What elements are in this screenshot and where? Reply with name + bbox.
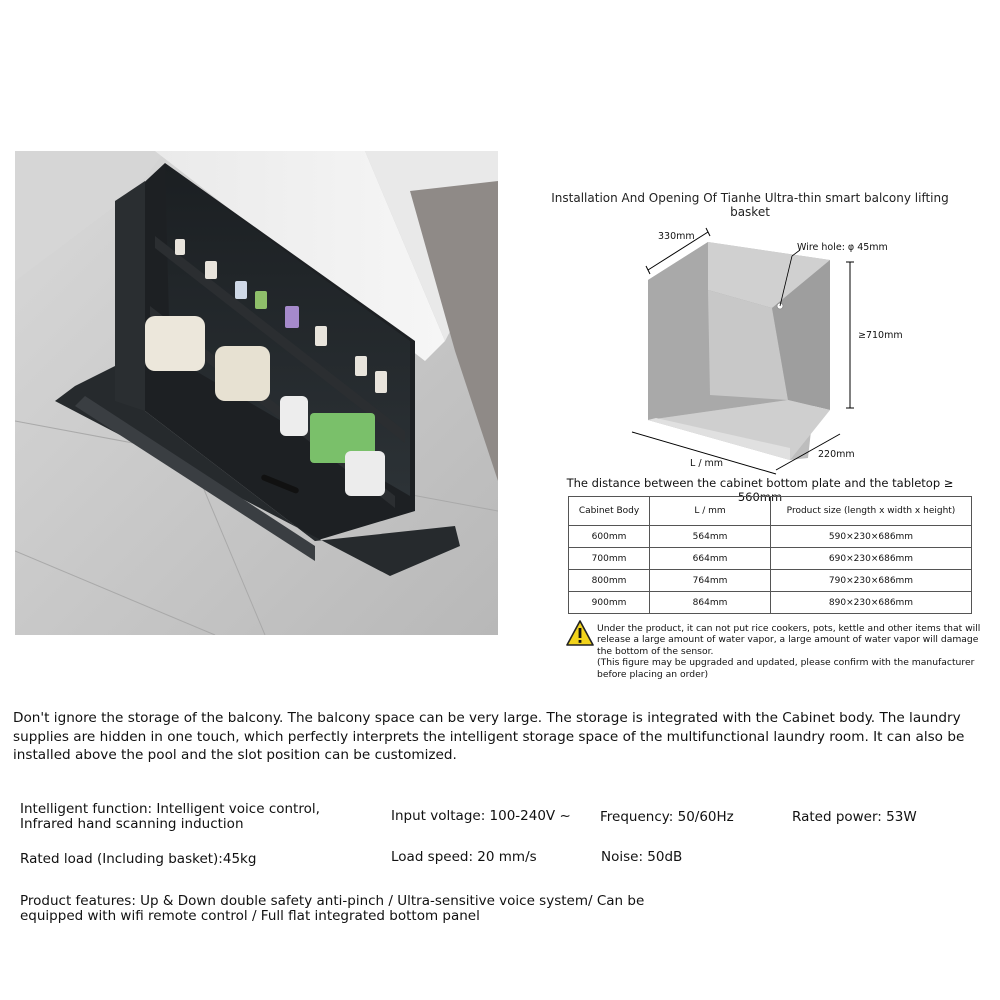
table-cell: 864mm — [650, 592, 771, 614]
width-label: 220mm — [818, 449, 855, 460]
spec-frequency: Frequency: 50/60Hz — [600, 809, 734, 825]
distance-note: The distance between the cabinet bottom plate and the tabletop ≥ 560mm — [566, 476, 954, 504]
spec-load: Rated load (Including basket):45kg — [20, 851, 257, 867]
intro-paragraph: Don't ignore the storage of the balcony. The balcony space can be very large. The storage is integrated with the Cabinet body. The laundry supplies are hidden in one touch, which perfectly interprets the intelligent storage space of the multifunctional laundry room. It can also be installed above the pool and the slot position can be customized. — [13, 710, 965, 764]
table-cell: 900mm — [569, 592, 650, 614]
product-features: Product features: Up & Down double safety anti-pinch / Ultra-sensitive voice system/ Can be equipped with wifi remote control / Full flat integrated bottom panel — [20, 893, 645, 924]
dimension-diagram — [560, 220, 960, 480]
table-header: L / mm — [650, 497, 771, 526]
table-cell: 764mm — [650, 570, 771, 592]
table-cell: 564mm — [650, 526, 771, 548]
spec-function-line: Intelligent function: Intelligent voice control, — [20, 801, 320, 817]
table-cell: 590×230×686mm — [771, 526, 972, 548]
table-row — [569, 592, 972, 614]
warning-icon — [566, 620, 594, 646]
table-row — [569, 526, 972, 548]
spec-speed: Load speed: 20 mm/s — [391, 849, 537, 865]
table-cell: 700mm — [569, 548, 650, 570]
spec-function-line: Infrared hand scanning induction — [20, 815, 244, 832]
warning-note: (This figure may be upgraded and updated, please confirm with the manufacturer before placing an order) — [597, 657, 975, 680]
table-row — [569, 570, 972, 592]
table-header: Cabinet Body — [569, 497, 650, 526]
depth-label: 330mm — [658, 231, 695, 242]
table-cell: 890×230×686mm — [771, 592, 972, 614]
table-cell: 800mm — [569, 570, 650, 592]
height-label: ≥710mm — [858, 330, 903, 341]
table-cell: 664mm — [650, 548, 771, 570]
spec-function — [20, 802, 320, 831]
diagram-title: Installation And Opening Of Tianhe Ultra-thin smart balcony lifting basket — [551, 191, 949, 219]
spec-power: Rated power: 53W — [792, 809, 917, 825]
warning-line: Under the product, it can not put rice cookers, pots, kettle and other items that will release a large amount of water vapor, a large amount of water vapor will damage the bottom of the sensor. — [597, 623, 981, 657]
warning-text — [597, 623, 987, 680]
table-cell: 690×230×686mm — [771, 548, 972, 570]
table-header: Product size (length x width x height) — [771, 497, 972, 526]
length-label: L / mm — [690, 458, 724, 469]
table-header-row — [569, 497, 972, 526]
table-row — [569, 548, 972, 570]
spec-voltage: Input voltage: 100-240V ~ — [391, 808, 571, 824]
table-cell: 600mm — [569, 526, 650, 548]
size-table — [568, 496, 972, 614]
product-photo — [15, 151, 498, 635]
table-cell: 790×230×686mm — [771, 570, 972, 592]
spec-noise: Noise: 50dB — [601, 849, 683, 865]
wire-hole-label: Wire hole: φ 45mm — [797, 242, 888, 253]
